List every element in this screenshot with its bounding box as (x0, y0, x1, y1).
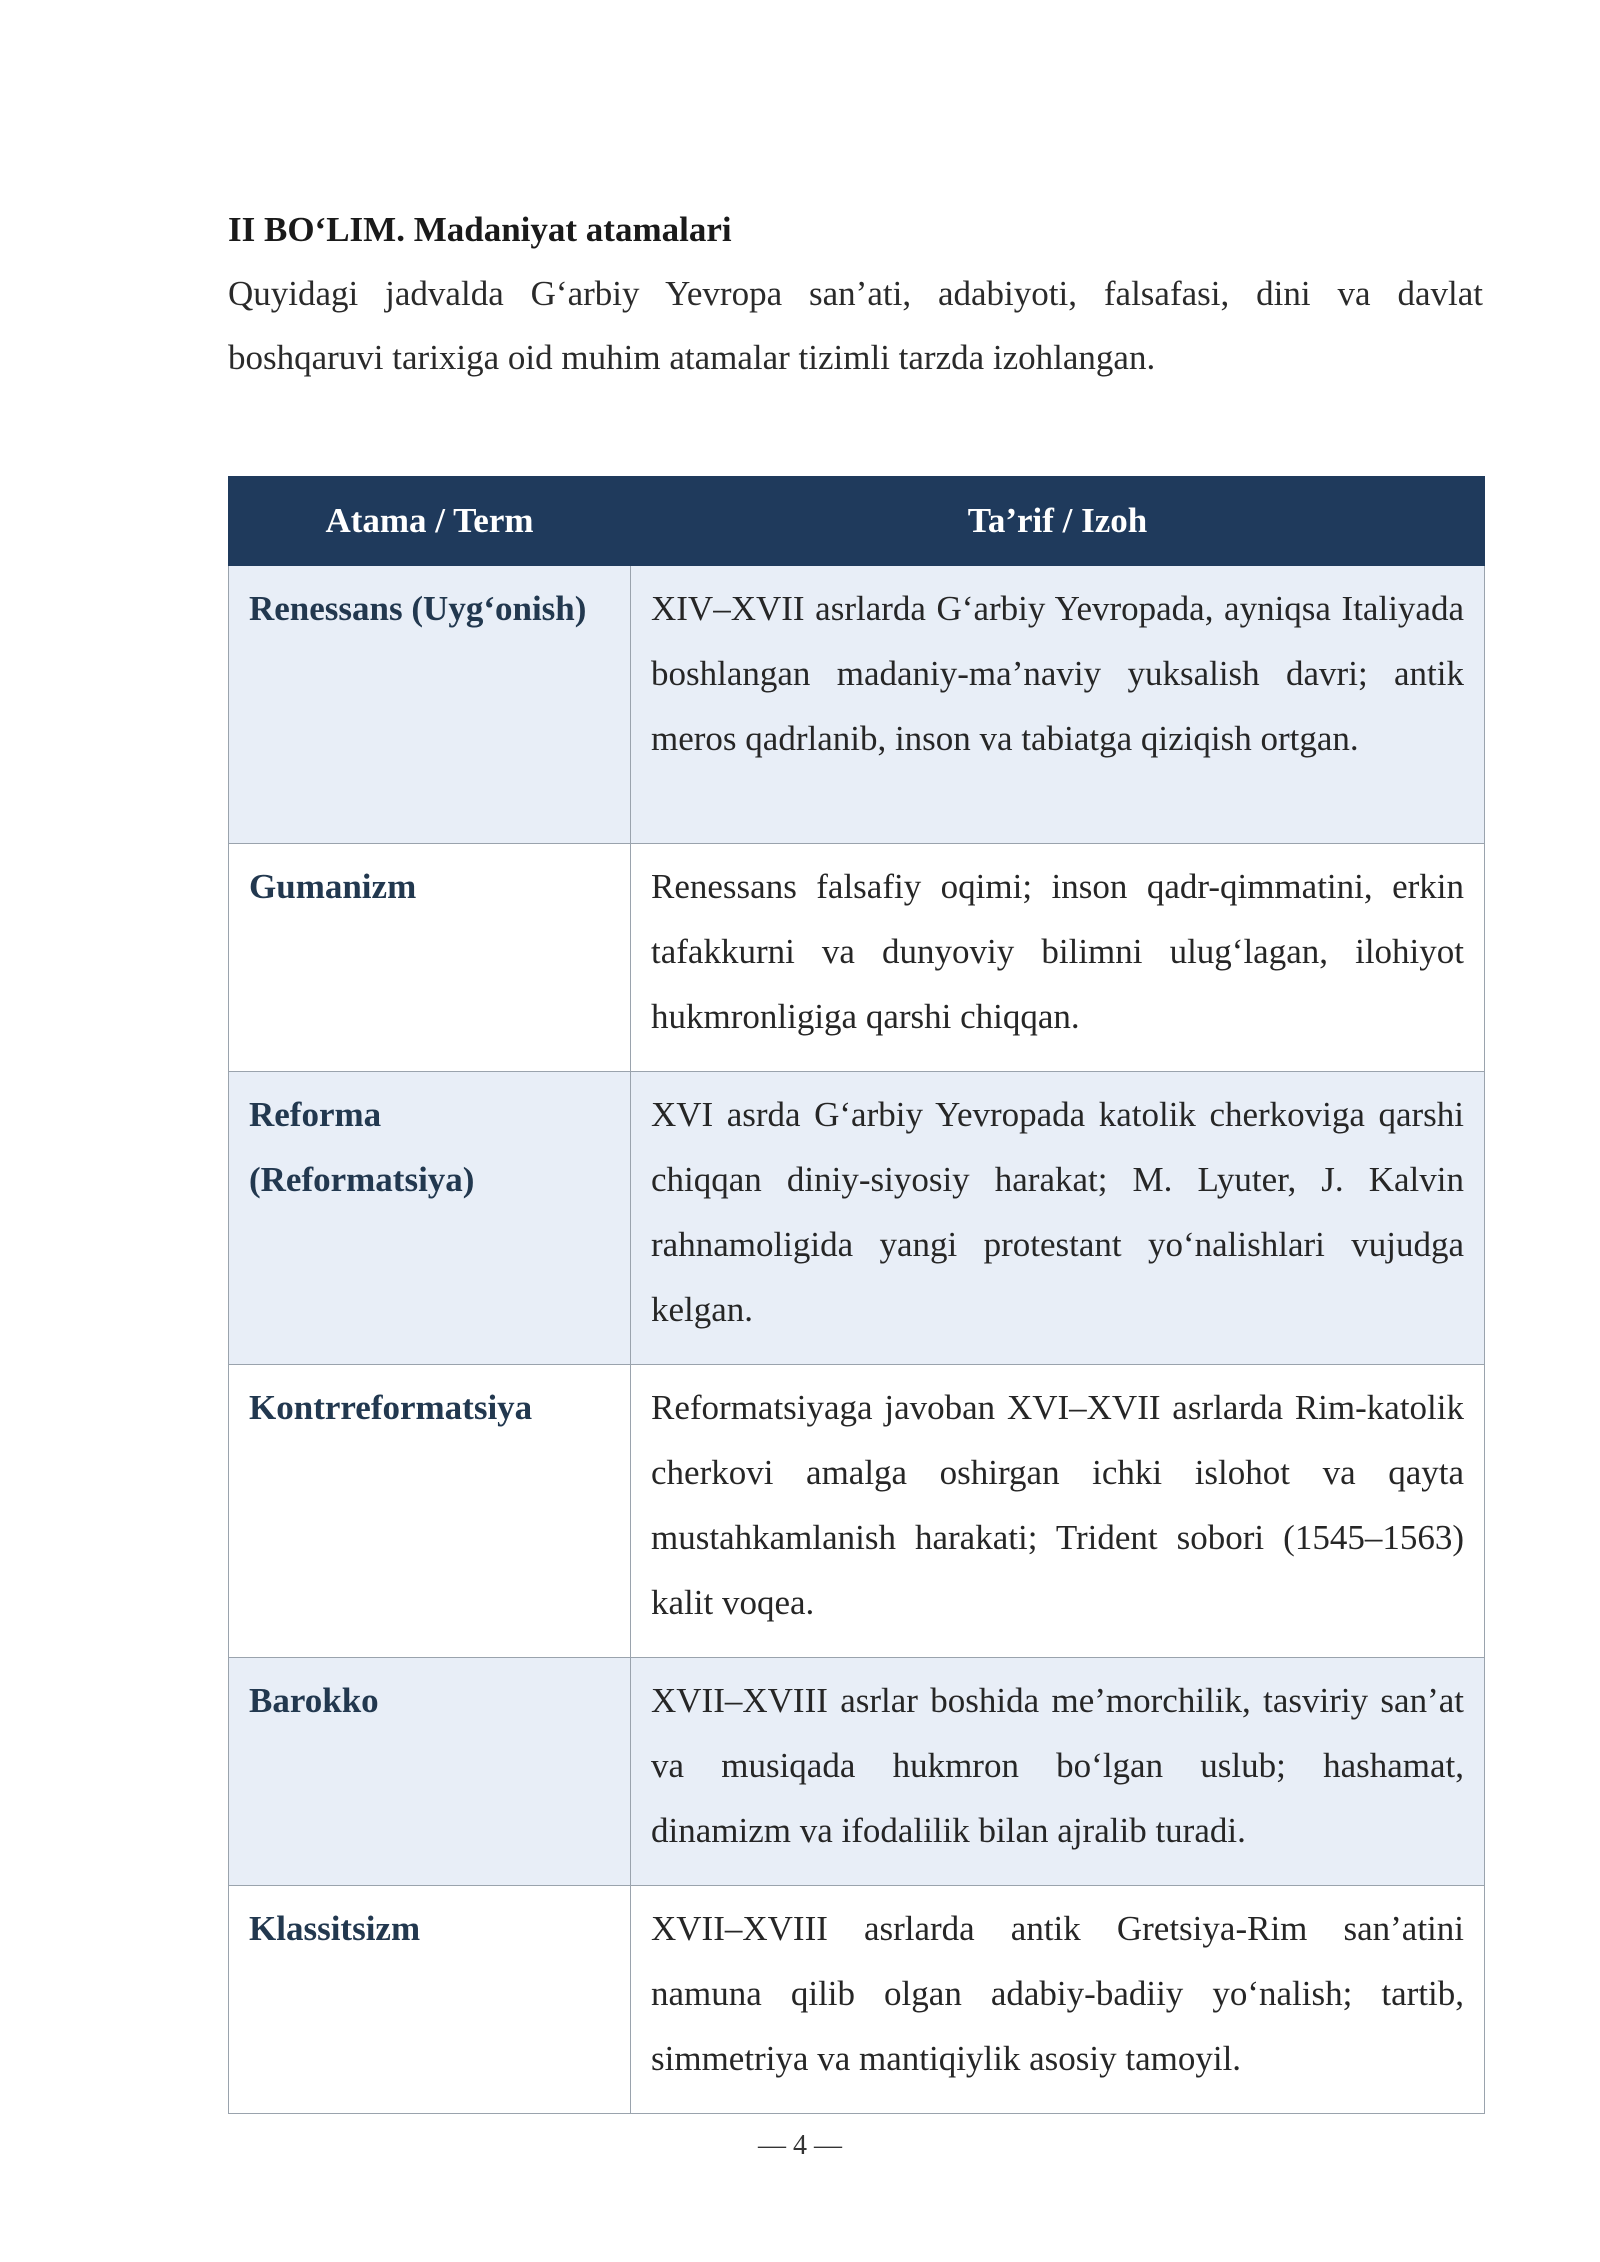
table-row (229, 1072, 1485, 1365)
definition-cell: Renessans falsafiy oqimi; inson qadr-qimmatini, erkin tafakkurni va dunyoviy bilimni ulug‘lagan, ilohiyot hukmronligiga qarshi chiqqan. (631, 844, 1485, 1072)
table-row (229, 1365, 1485, 1658)
section-block (228, 210, 1483, 390)
definition-cell: XVI asrda G‘arbiy Yevropada katolik cherkoviga qarshi chiqqan diniy-siyosiy harakat; M. Lyuter, J. Kalvin rahnamoligida yangi protestant yo‘nalishlari vujudga kelgan. (631, 1072, 1485, 1365)
term-cell: Klassitsizm (229, 1886, 631, 2114)
section-title: II BO‘LIM. Madaniyat atamalari (228, 210, 732, 249)
intro-paragraph: Quyidagi jadvalda G‘arbiy Yevropa san’ati, adabiyoti, falsafasi, dini va davlat boshqaruvi tarixiga oid muhim atamalar tizimli tarzda izohlangan. (228, 274, 1483, 377)
term-cell: Kontrreformatsiya (229, 1365, 631, 1658)
table-header-row (229, 477, 1485, 566)
term-cell: Reforma (Reformatsiya) (229, 1072, 631, 1365)
header-term: Atama / Term (229, 477, 631, 566)
term-cell: Renessans (Uyg‘onish) (229, 566, 631, 844)
table-row (229, 566, 1485, 844)
table-row (229, 844, 1485, 1072)
term-cell: Gumanizm (229, 844, 631, 1072)
definition-cell: XIV–XVII asrlarda G‘arbiy Yevropada, ayniqsa Italiyada boshlangan madaniy-ma’naviy yuksalish davri; antik meros qadrlanib, inson va tabiatga qiziqish ortgan. (631, 566, 1485, 844)
terms-table (228, 476, 1485, 2114)
definition-cell: XVII–XVIII asrlarda antik Gretsiya-Rim san’atini namuna qilib olgan adabiy-badiiy yo‘nalish; tartib, simmetriya va mantiqiylik asosiy tamoyil. (631, 1886, 1485, 2114)
header-definition: Ta’rif / Izoh (631, 477, 1485, 566)
page-number: — 4 — (758, 2130, 842, 2161)
definition-cell: Reformatsiyaga javoban XVI–XVII asrlarda Rim-katolik cherkovi amalga oshirgan ichki islohot va qayta mustahkamlanish harakati; Trident sobori (1545–1563) kalit voqea. (631, 1365, 1485, 1658)
table-row (229, 1886, 1485, 2114)
table-row (229, 1658, 1485, 1886)
term-cell: Barokko (229, 1658, 631, 1886)
definition-cell: XVII–XVIII asrlar boshida me’morchilik, tasviriy san’at va musiqada hukmron bo‘lgan uslub; hashamat, dinamizm va ifodalilik bilan ajralib turadi. (631, 1658, 1485, 1886)
